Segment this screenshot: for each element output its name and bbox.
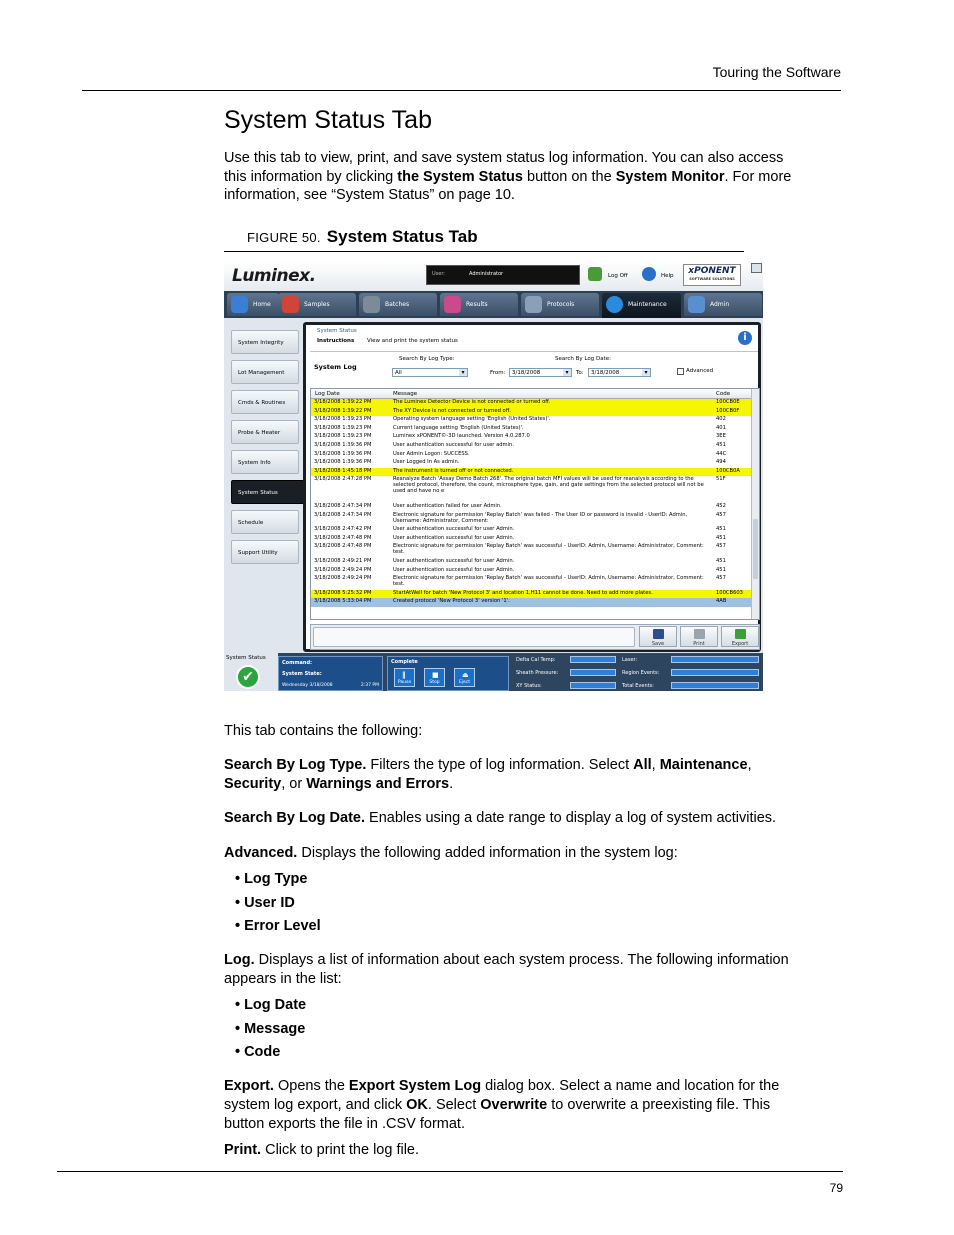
log-date-cell: 3/18/2008 2:47:48 PM [314, 543, 372, 550]
code-cell: 4AB [716, 598, 727, 605]
table-row[interactable] [311, 476, 751, 503]
log-date-cell: 3/18/2008 1:39:36 PM [314, 459, 372, 466]
code-cell: 457 [716, 543, 726, 550]
to-label: To: [576, 370, 584, 376]
log-date-cell: 3/18/2008 1:45:18 PM [314, 467, 372, 474]
logoff-button[interactable]: Log Off [608, 273, 628, 279]
delta-cal-temp-label: Delta Cal Temp: [516, 657, 556, 663]
app-header [224, 261, 763, 291]
advanced-label: Advanced [686, 368, 714, 374]
sidebar-item-system-integrity[interactable]: System Integrity [231, 330, 299, 354]
pause-icon: ‖ [402, 671, 406, 679]
log-date-cell: 3/18/2008 2:49:24 PM [314, 575, 372, 582]
table-row[interactable] [311, 590, 751, 599]
help-icon[interactable] [642, 267, 656, 281]
total-events-bar [671, 682, 759, 689]
search-type-label: Search By Log Type: [399, 356, 455, 362]
message-cell: User authentication successful for user Admin. [393, 526, 515, 533]
code-cell: 451 [716, 566, 726, 573]
sidebar-item-probe-heater[interactable]: Probe & Heater [231, 420, 299, 444]
user-value: Administrator [469, 271, 504, 277]
log-date-cell: 3/18/2008 2:47:28 PM [314, 476, 372, 483]
main-nav [224, 291, 763, 318]
logoff-icon[interactable] [588, 267, 602, 281]
figure-title: System Status Tab [326, 227, 478, 246]
system-log-table [310, 388, 760, 620]
footer-rule [57, 1171, 843, 1172]
breadcrumb-title: System Status [317, 328, 357, 334]
system-status-indicator[interactable] [224, 653, 278, 691]
message-cell: User authentication successful for user Admin. [393, 566, 515, 573]
table-header [311, 389, 751, 399]
log-date-cell: 3/18/2008 5:33:04 PM [314, 598, 372, 605]
message-cell: User Logged In As admin. [393, 459, 460, 466]
from-date-select[interactable]: 3/18/2008 ▾ [509, 368, 572, 377]
table-row[interactable] [311, 416, 751, 425]
log-type-select[interactable]: All ▾ [392, 368, 468, 377]
laser-label: Laser: [622, 657, 638, 663]
info-icon[interactable]: i [738, 331, 752, 345]
header-divider [310, 351, 758, 352]
window-maximize-icon[interactable] [751, 263, 762, 273]
table-row[interactable] [311, 512, 751, 527]
print-button[interactable]: Print [680, 626, 718, 647]
message-cell: StartAtWell for batch 'New Protocol 3' and location 1,H11 cannot be done. Need to add more plates. [393, 589, 653, 596]
header-rule [82, 90, 841, 91]
log-paragraph: Log. Displays a list of information about each system process. The following information appears in the list: [224, 952, 789, 987]
user-label: User: [432, 271, 445, 277]
message-cell: User authentication successful for user Admin. [393, 558, 515, 564]
column-message[interactable]: Message [393, 390, 418, 397]
total-events-label: Total Events: [622, 683, 654, 689]
message-cell: The Luminex Detector Device is not connected or turned off. [393, 399, 551, 405]
code-cell: 100CB0F [716, 407, 740, 414]
export-paragraph: Export. Opens the Export System Log dialog box. Select a name and location for the system log export, and click OK. Select Overwrite to overwrite a preexisting file. This button exports the file in .CSV format. [224, 1078, 780, 1132]
intro-line-3: information, see “System Status” on page 10. [224, 187, 515, 203]
save-button[interactable]: Save [639, 626, 677, 647]
tab-batches[interactable]: Batches [359, 293, 437, 316]
xponent-logo: xPONENT SOFTWARE SOLUTIONS [683, 264, 741, 286]
print-paragraph: Print. Click to print the log file. [224, 1142, 420, 1158]
message-cell: User authentication successful for user admin. [393, 442, 514, 448]
list-item: • User ID [235, 895, 295, 911]
table-row[interactable] [311, 399, 751, 408]
code-cell: 401 [716, 424, 726, 431]
status-time: 2:37 PM [360, 683, 379, 688]
code-cell: 457 [716, 575, 726, 582]
message-cell: User authentication failed for user Admin. [393, 503, 502, 509]
log-date-cell: 3/18/2008 2:47:34 PM [314, 503, 372, 509]
log-date-cell: 3/18/2008 1:39:36 PM [314, 442, 372, 448]
status-message-field [313, 627, 635, 647]
list-item: • Message [235, 1021, 305, 1037]
log-date-cell: 3/18/2008 2:49:21 PM [314, 558, 372, 564]
code-cell: 51F [716, 476, 726, 483]
table-row[interactable] [311, 425, 751, 434]
list-item: • Log Type [235, 871, 307, 887]
message-cell: Operating system language setting 'English (United States)'. [393, 416, 551, 423]
code-cell: 452 [716, 503, 726, 509]
breadcrumb-label: Instructions [317, 338, 355, 344]
region-events-bar [671, 669, 759, 676]
command-label: Command: [282, 660, 313, 666]
code-cell: 100CB603 [716, 589, 743, 596]
system-log-label: System Log [314, 363, 357, 371]
log-date-cell: 3/18/2008 1:39:36 PM [314, 450, 372, 457]
code-cell: 3EE [716, 433, 726, 440]
message-cell: Electronic signature for permission 'Replay Batch' was successful - UserID: Admin, Username: Administrator, Comment: test. [393, 543, 704, 556]
sidebar-item-schedule[interactable]: Schedule [231, 510, 299, 534]
log-date-cell: 3/18/2008 1:39:23 PM [314, 416, 372, 423]
run-state: Complete [391, 659, 418, 665]
list-item: • Log Date [235, 997, 306, 1013]
table-scrollbar[interactable] [751, 389, 759, 619]
xy-status-label: XY Status: [516, 683, 542, 689]
sheath-pressure-label: Sheath Pressure: [516, 670, 559, 676]
log-date-cell: 3/18/2008 2:49:24 PM [314, 566, 372, 573]
checkmark-icon: ✔ [236, 665, 260, 689]
page-number: 79 [829, 1181, 843, 1195]
command-box [278, 656, 383, 691]
figure-label: FIGURE 50. [247, 230, 321, 245]
software-screenshot [224, 261, 763, 691]
home-icon [231, 296, 248, 313]
tab-samples[interactable]: Samples [278, 293, 356, 316]
log-date-cell: 3/18/2008 5:25:32 PM [314, 589, 372, 596]
sheath-pressure-bar [570, 669, 616, 676]
message-cell: The instrument is turned off or not connected. [393, 467, 514, 474]
table-row[interactable] [311, 503, 751, 512]
tab-maintenance[interactable]: Maintenance [602, 293, 681, 318]
tab-home[interactable]: Home [227, 293, 279, 316]
advanced-checkbox[interactable] [677, 368, 684, 375]
message-cell: The XY Device is not connected or turned off. [393, 407, 511, 414]
message-cell: User Admin Logon: SUCCESS. [393, 450, 470, 457]
table-row[interactable] [311, 459, 751, 468]
page-title: System Status Tab [224, 106, 432, 134]
log-date-cell: 3/18/2008 1:39:22 PM [314, 407, 372, 414]
figure-caption [247, 227, 478, 247]
luminex-logo: Luminex. [232, 266, 316, 286]
eject-button[interactable]: ⏏ Eject [454, 668, 475, 687]
action-bar [310, 624, 760, 650]
protocols-icon [525, 296, 542, 313]
sidebar-item-system-status[interactable]: System Status [231, 480, 304, 504]
table-row[interactable] [311, 526, 751, 535]
system-state-label: System State: [282, 671, 322, 677]
maintenance-sidebar [224, 318, 304, 653]
table-row[interactable] [311, 468, 751, 477]
log-date-cell: 3/18/2008 1:39:23 PM [314, 424, 372, 431]
content-panel [303, 322, 761, 652]
region-events-label: Region Events: [622, 670, 660, 676]
search-by-log-date-paragraph: Search By Log Date. Enables using a date range to display a log of system activities. [224, 810, 777, 826]
table-row[interactable] [311, 567, 751, 576]
eject-icon: ⏏ [462, 671, 469, 679]
xy-status-bar [570, 682, 616, 689]
sidebar-item-lot-management[interactable]: Lot Management [231, 360, 299, 384]
message-cell: User authentication successful for user Admin. [393, 534, 515, 541]
table-row[interactable] [311, 598, 751, 607]
column-log-date[interactable]: Log Date [315, 390, 340, 397]
code-cell: 457 [716, 511, 726, 518]
intro-paragraph [224, 149, 844, 205]
tab-results[interactable]: Results [440, 293, 518, 316]
figure-rule [224, 251, 744, 252]
code-cell: 451 [716, 558, 726, 564]
tab-admin[interactable]: Admin [684, 293, 762, 316]
sidebar-item-cmds-routines[interactable]: Cmds & Routines [231, 390, 299, 414]
table-row[interactable] [311, 535, 751, 544]
stop-button[interactable]: ■ Stop [424, 668, 445, 687]
running-header: Touring the Software [712, 64, 841, 80]
to-date-select[interactable]: 3/18/2008 ▾ [588, 368, 651, 377]
export-button[interactable]: Export [721, 626, 759, 647]
table-row[interactable] [311, 575, 751, 590]
batches-icon [363, 296, 380, 313]
intro-line-2: this information by clicking the System Status button on the System Monitor. For more [224, 168, 792, 185]
table-row[interactable] [311, 558, 751, 567]
save-icon [653, 629, 664, 639]
code-cell: 451 [716, 526, 726, 533]
table-row[interactable] [311, 543, 751, 558]
column-code[interactable]: Code [716, 390, 731, 397]
log-date-cell: 3/18/2008 2:47:42 PM [314, 526, 372, 533]
status-date: Wednesday 3/18/2008 [282, 683, 333, 688]
help-button[interactable]: Help [661, 273, 674, 279]
code-cell: 451 [716, 534, 726, 541]
admin-icon [688, 296, 705, 313]
laser-bar [671, 656, 759, 663]
list-item: • Error Level [235, 918, 321, 934]
log-date-cell: 3/18/2008 1:39:22 PM [314, 399, 372, 405]
message-cell: Electronic signature for permission 'Replay Batch' was successful - UserID: Admin, Username: Administrator, Comment: test. [393, 575, 704, 588]
code-cell: 100CB0A [716, 467, 740, 474]
code-cell: 100CB0E [716, 399, 740, 405]
code-cell: 451 [716, 442, 726, 448]
code-cell: 44C [716, 450, 727, 457]
message-cell: Luminex xPONENT©-3D launched. Version 4.0.287.0 [393, 433, 530, 440]
results-icon [444, 296, 461, 313]
export-icon [735, 629, 746, 639]
tab-protocols[interactable]: Protocols [521, 293, 599, 316]
code-cell: 494 [716, 459, 726, 466]
delta-cal-temp-bar [570, 656, 616, 663]
sidebar-item-system-info[interactable]: System Info [231, 450, 299, 474]
samples-icon [282, 296, 299, 313]
message-cell: Reanalyze Batch 'Assay Demo Batch 268'. The original batch MFI values will be used for reanalysis according to the selected protocol, therefore, the count, microsphere type, gain, and gate settings from the selected protocol will not be used and have no e [393, 476, 704, 495]
table-row[interactable] [311, 408, 751, 417]
breadcrumb-text: View and print the system status [367, 338, 458, 344]
run-control-box [387, 656, 509, 691]
table-row[interactable] [311, 442, 751, 451]
message-cell: Current language setting 'English (United States)'. [393, 424, 524, 431]
user-box [426, 265, 580, 285]
advanced-paragraph: Advanced. Displays the following added information in the system log: [224, 845, 678, 861]
system-status-label: System Status [226, 655, 266, 661]
message-cell: Created protocol 'New Protocol 3' version '1'. [393, 598, 510, 605]
message-cell: Electronic signature for permission 'Replay Batch' was failed - The User ID or password is invalid - UserID: Admin, Username: Administrator, Comment: [393, 511, 688, 524]
search-date-label: Search By Log Date: [555, 356, 611, 362]
pause-button[interactable]: ‖ Pause [394, 668, 415, 687]
log-date-cell: 3/18/2008 2:47:34 PM [314, 511, 372, 518]
intro-line-1: Use this tab to view, print, and save system status log information. You can also access [224, 150, 784, 166]
table-row[interactable] [311, 451, 751, 460]
contains-intro: This tab contains the following: [224, 723, 423, 739]
stop-icon: ■ [432, 671, 439, 679]
print-icon [694, 629, 705, 639]
maintenance-icon [606, 296, 623, 313]
from-label: From: [490, 370, 506, 376]
sidebar-item-support-utility[interactable]: Support Utility [231, 540, 299, 564]
log-date-cell: 3/18/2008 2:47:48 PM [314, 534, 372, 541]
code-cell: 402 [716, 416, 726, 423]
log-date-cell: 3/18/2008 1:39:23 PM [314, 433, 372, 440]
system-monitor-bar [224, 653, 763, 691]
search-by-log-type-paragraph: Search By Log Type. Filters the type of log information. Select All, Maintenance, Security, or Warnings and Errors. [224, 757, 752, 792]
table-row[interactable] [311, 433, 751, 442]
list-item: • Code [235, 1044, 280, 1060]
